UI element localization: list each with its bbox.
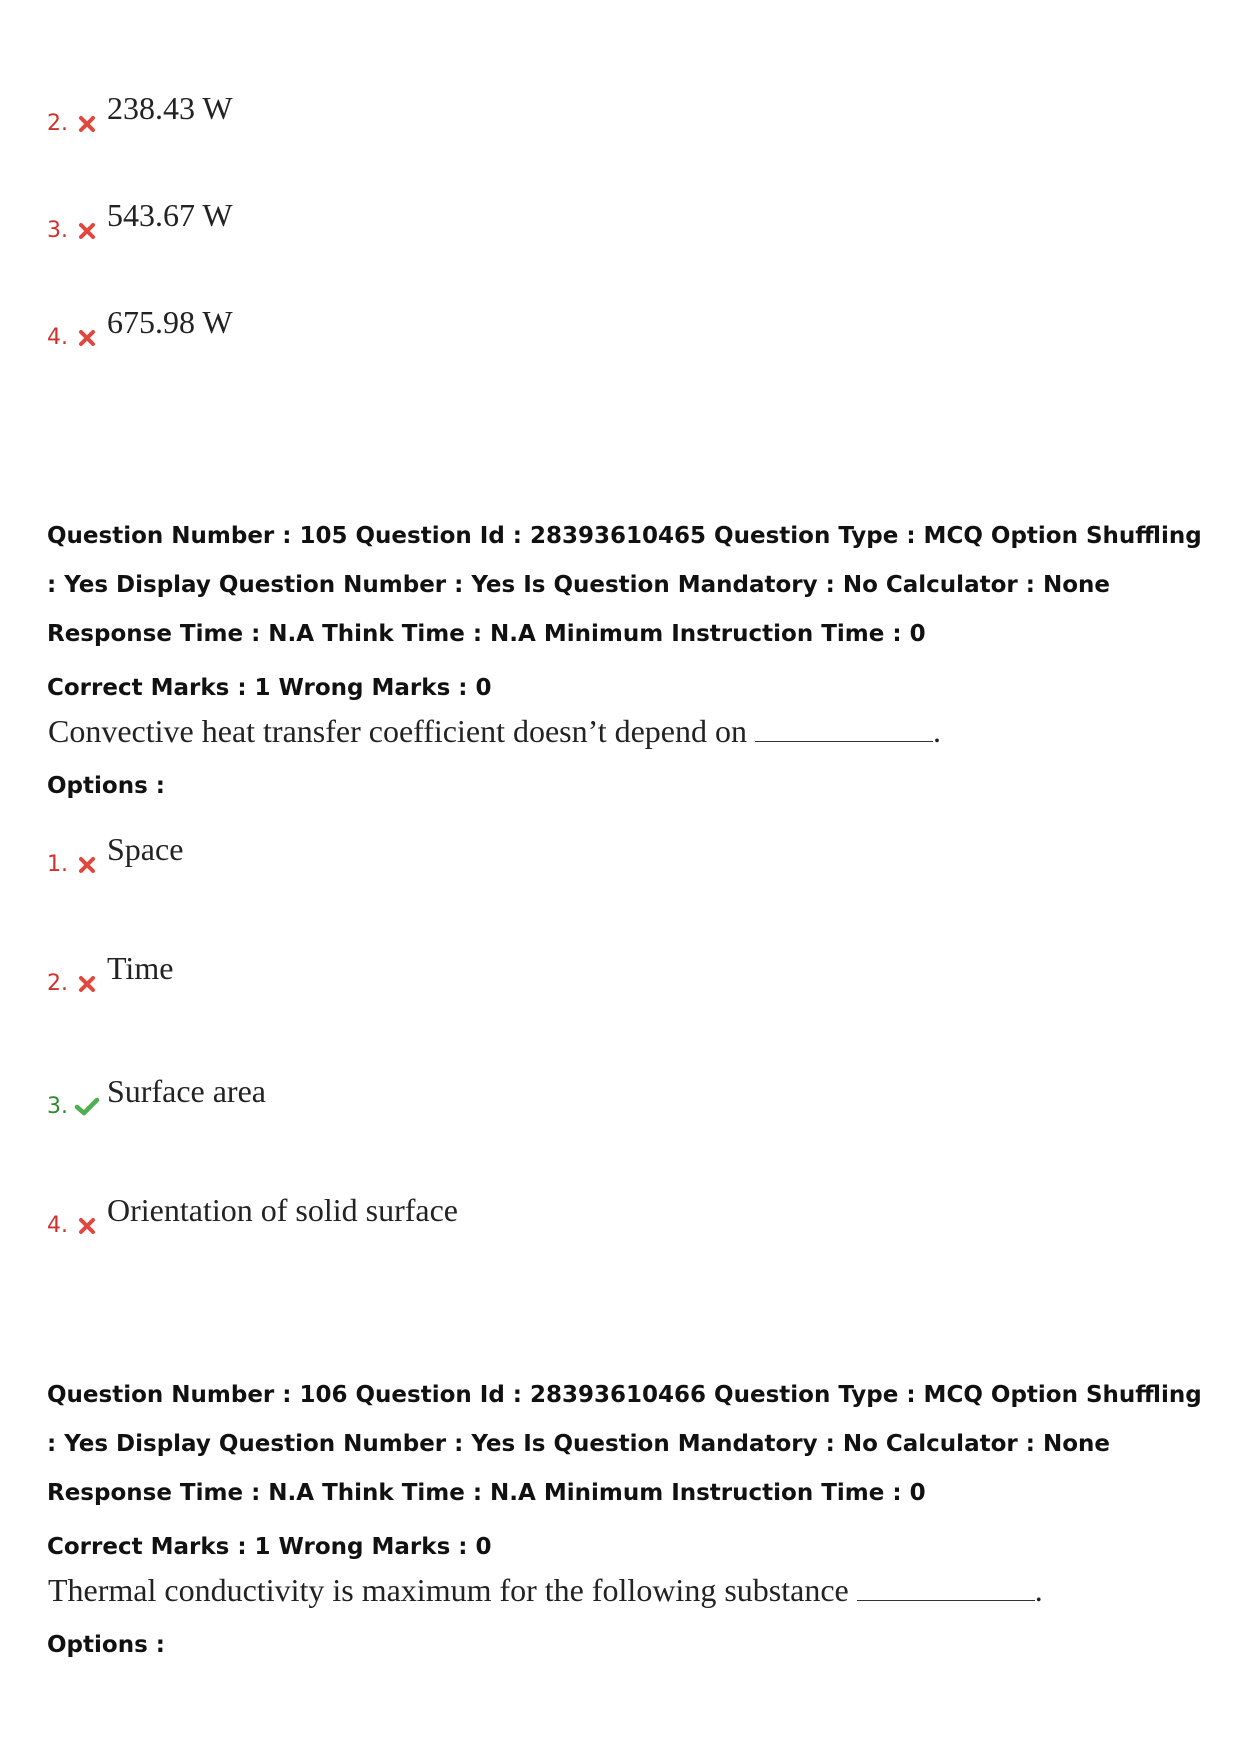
option-number: 1. <box>47 852 68 877</box>
option-text: 675.98 W <box>107 304 233 340</box>
option-number: 3. <box>47 218 68 243</box>
option-row <box>47 829 847 879</box>
question-end: . <box>1034 1572 1043 1608</box>
option-text: 238.43 W <box>107 90 233 126</box>
answer-blank <box>755 713 933 742</box>
cross-icon <box>77 853 97 875</box>
option-text: Time <box>107 950 174 986</box>
question-metadata: Question Number : 106 Question Id : 28393610466 Question Type : MCQ Option Shuffling : Yes Display Question Number : Yes Is Question Mandatory : No Calculator : None Response Time : N.A Think Time : N.A Minimum Instruction Time : 0 <box>47 1382 1202 1506</box>
options-label: Options : <box>47 773 165 799</box>
option-text: Space <box>107 831 184 867</box>
option-number: 2. <box>47 971 68 996</box>
option-row <box>47 88 847 138</box>
cross-icon <box>77 326 97 348</box>
question-metadata: Question Number : 105 Question Id : 28393610465 Question Type : MCQ Option Shuffling : Yes Display Question Number : Yes Is Question Mandatory : No Calculator : None Response Time : N.A Think Time : N.A Minimum Instruction Time : 0 <box>47 523 1202 647</box>
question-text <box>48 711 941 751</box>
option-text: Orientation of solid surface <box>107 1192 458 1228</box>
option-row <box>47 948 847 998</box>
marks-info: Correct Marks : 1 Wrong Marks : 0 <box>47 675 492 701</box>
cross-icon <box>77 219 97 241</box>
question-text <box>48 1570 1043 1610</box>
option-row <box>47 195 847 245</box>
question-stem: Convective heat transfer coefficient doesn’t depend on <box>48 713 747 749</box>
option-number: 2. <box>47 111 68 136</box>
options-label: Options : <box>47 1632 165 1658</box>
cross-icon <box>77 1214 97 1236</box>
option-number: 3. <box>47 1094 68 1119</box>
option-row-correct <box>47 1071 847 1121</box>
option-row <box>47 302 847 352</box>
question-end: . <box>933 713 941 749</box>
cross-icon <box>77 112 97 134</box>
option-row <box>47 1190 847 1240</box>
cross-icon <box>77 972 97 994</box>
check-icon <box>74 1095 100 1117</box>
option-number: 4. <box>47 325 68 350</box>
question-stem: Thermal conductivity is maximum for the following substance <box>48 1572 849 1608</box>
option-number: 4. <box>47 1213 68 1238</box>
marks-info: Correct Marks : 1 Wrong Marks : 0 <box>47 1534 492 1560</box>
answer-blank <box>857 1572 1035 1601</box>
option-text: Surface area <box>107 1073 266 1109</box>
option-text: 543.67 W <box>107 197 233 233</box>
